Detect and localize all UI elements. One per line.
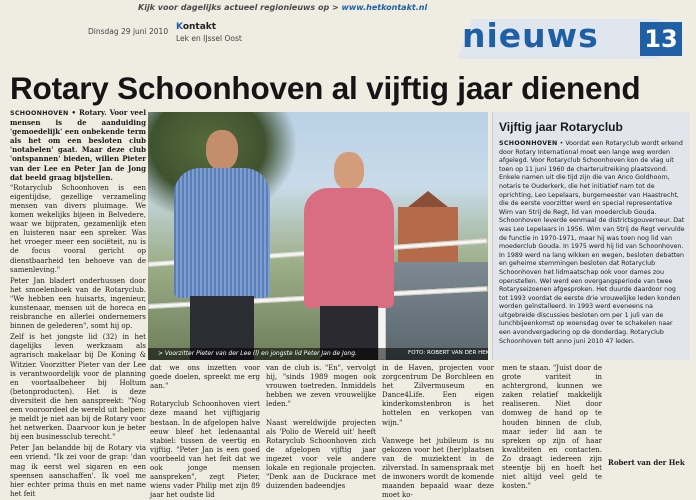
photo-caption: > Voorzitter Pieter van der Lee (l) en jongste lid Peter Jan de Jong. [158, 350, 357, 357]
shirt-shape [174, 168, 270, 298]
section-title: nieuws [462, 16, 599, 55]
article-column-4: in de Haven, projecten voor zorgcentrum De Borchleen en het Zilvermuseum en Dance4Life. Een eigen kinderkomstenbron is het hottelen en verkopen van wijn." Vanwege het jubileum is nu gekozen voor het (her)plaatsen van de muziektent in de zilverstad. In samenspraak met de inwoners wordt de komende maanden bepaald waar deze moet ko- [382, 364, 494, 500]
article-headline: Rotary Schoonhoven al vijftig jaar dienend [10, 70, 641, 106]
issue-date: Dinsdag 29 juni 2010 [88, 27, 169, 36]
person-right [298, 152, 403, 360]
newspaper-logo [176, 22, 216, 32]
article-column-1 [10, 108, 146, 498]
person-left [166, 130, 276, 360]
logo-k: K [176, 22, 183, 32]
head-shape [206, 130, 238, 170]
tagline-text: Kijk voor dagelijks actueel regionieuws op > [138, 3, 342, 12]
tagline [138, 3, 427, 12]
edition-region: Lek en IJssel Oost [176, 34, 242, 43]
article-column-3: van de club is. "En", vervolgt hij, "sinds 1989 mogen ook vrouwen toetreden. Inmiddels hebben we zeven vrouwelijke leden." Naast wereldwijde projecten als 'Polio de Wereld uit' heeft Rotaryclub Schoonhoven zich de afgelopen vijftig jaar ingezet voor vele andere lokale en regionale projecten. "Denk aan de Duckrace met duizenden badeendjes [266, 364, 376, 491]
sidebar-body: • Voordat een Rotaryclub wordt erkend door Rotary International moet een lange weg worden afgelegd. Voor Rotaryclub Schoonhoven kon de vlag uit toen op 11 juni 1960 de charteruitreiking plaatsvond. Enkele namen uit die tijd zijn die van Anco Goldhoorn, notaris te Ouderkerk, die het initiatief nam tot de oprichting, Leo Lepelaars, burgemeester van Haastrecht, die de eerste voorzitter werd en special representative Wim van Strij de Regt, lid van moederclub Gouda. Schoonhoven leverde eenmaal de districtsgouverneur. Dat was Leo Lepelaars in 1956. Wim van Strij de Regt vervulde de functie in 1970-1971, maar hij was toen nog lid van moederclub Gouda. In 1975 werd hij lid van Schoonhoven. In 1989 werd na lang wikken en wegen, besloten debatten en geheime stemmingen besloten dat Rotaryclub Schoonhoven het lidmaatschap ook voor dames zou openstellen. Wel werd een overgangsperiode van twee Rotaryseizoenen afgesproken. Het duurde daardoor nog tot 1993 voordat de eerste drie vrouwelijke leden konden worden geïnstalleerd. In 1993 werd eveneens na uitgebreide discussies besloten om per 1 juli van de lunchbijeenkomst op woensdag over te schakelen naar een avondvergadering op de donderdag. Rotaryclub Schoonhoven telt anno juni 2010 47 leden. [499, 140, 685, 345]
article-column-2: dat we ons inzetten voor goede doelen, spreekt me erg aan." Rotaryclub Schoonhoven viert deze maand het vijftigjarig bestaan. In de afgelopen halve eeuw bleef het ledenaantal stabiel: tussen de veertig en vijftig. "Peter Jan is een goed voorbeeld van het feit dat we ook jonge mensen aanspreken", zegt Pieter, wiens vader Philip met zijn 89 jaar het oudste lid [150, 364, 260, 500]
paragraph: Peter Jan belandde bij de Rotary via een vriend. "Ik zei voor de grap: 'dan mag ik eerst wel sigaren en een speensen aanschaffen'. Ik voel me hier echter prima thuis en met name het feit [10, 444, 146, 498]
gate-building [398, 207, 458, 262]
paragraph: Peter Jan bladert onderhussen door het smoelenboek van de Rotaryclub. "We hebben een huisarts, ingenieur, kunstenaar, mensen uit de horeca en reisbranche en allerlei ondernemers binnen de gelederen", somt hij op. [10, 276, 146, 331]
sidebar-text [499, 140, 685, 352]
logo-rest: ontakt [182, 22, 217, 32]
paragraph: "Rotaryclub Schoonhoven is een eigentijdse, gezellige verzameling mensen van divers pluimage. We komen wekelijks bijeen in Belvedere, waar we bijpraten, gezamenlijk eten en luisteren naar een spreker. Was het vroeger meer een sociëteit, nu is de focus vooral gericht op dienstbaarheid ten behoeve van de samenleving." [10, 183, 146, 274]
page-number: 13 [640, 22, 682, 56]
intro-place: SCHOONHOVEN [10, 110, 69, 117]
intro-text: • Rotary. Voor veel mensen is de aanduiding 'gemoedelijk' een onbekende term als het om een besloten club 'notabelen' gaat. Maar deze club 'ontspannen' bieden, willen Pieter van der Lee en Peter Jan de Jong dat beeld graag bijstellen. [10, 108, 146, 182]
article-column-5: men te staan. "Juist door de grote variteit in achtergrond, kunnen we zaken relatief makkelijk realiseren. Niet door domweg de hand op te houden binnen de club, maar ieder lid aan te spreken op zijn of haar kwaliteiten en contacten. Zo draagt iedereen zijn steentje bij en hoeft het niet altijd veel geld te kosten." [502, 364, 602, 491]
photo-credit: FOTO: ROBERT VAN DER HEK [408, 350, 490, 356]
article-photo [148, 112, 488, 360]
head-shape [334, 152, 364, 190]
article-author: Robert van der Hek [608, 458, 685, 467]
paragraph: Zelf is het jongste lid (32) in het dagelijks leven werkzaam als agrarisch makelaar bij De Koning & Witzier. Voorzitter Pieter van der Lee is verantwoordelijk voor de planning en voortaalbeheer bij Holtum (betonproducten). Het is deze diversiteit die hen aanspreekt: "Nog een vooroordeel de wereld uit helpen: je meldt je niet aan bij de Rotary voor het netwerken. Daarvoor kun je beter bij een businessclub terecht." [10, 333, 146, 442]
sidebar-place: SCHOONHOVEN [499, 140, 558, 147]
sidebar-box [492, 112, 690, 360]
shirt-shape [304, 188, 394, 308]
website-link[interactable]: www.hetkontakt.nl [341, 3, 428, 12]
article-intro [10, 108, 146, 182]
sidebar-title: Vijftig jaar Rotaryclub [499, 120, 623, 134]
